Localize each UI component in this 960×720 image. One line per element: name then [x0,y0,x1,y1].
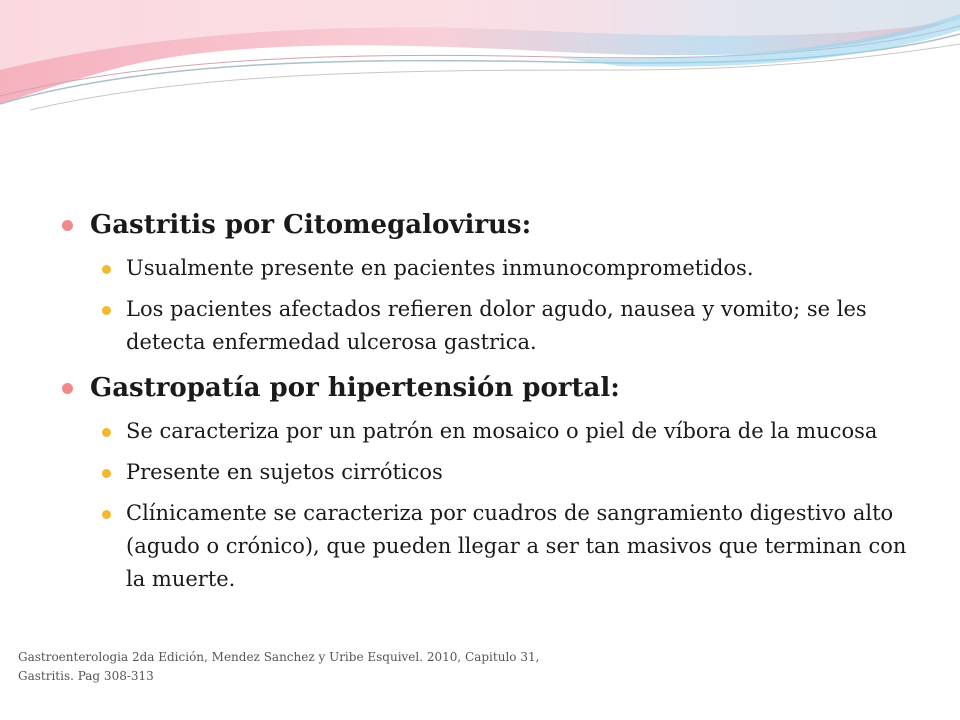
bullet-title: Gastritis por Citomegalovirus: [90,210,532,240]
citation-footnote [18,648,618,686]
sub-bullet-dot-icon [102,428,111,437]
sub-bullet-text: Los pacientes afectados refieren dolor agudo, nausea y vomito; se les detecta enfermedad ulcerosa gastrica. [126,297,867,354]
citation-line: Gastroenterologia 2da Edición, Mendez Sanchez y Uribe Esquivel. 2010, Capitulo 31, [18,650,540,664]
bullet-gastropatia-portal [60,371,920,405]
sub-bullet-text: Usualmente presente en pacientes inmunocomprometidos. [126,256,754,280]
sub-bullet-text: Se caracteriza por un patrón en mosaico o piel de víbora de la mucosa [126,419,878,443]
sub-bullet-dot-icon [102,306,111,315]
sub-bullet-dot-icon [102,469,111,478]
sub-bullet [60,415,920,448]
sub-bullet [60,252,920,285]
sub-bullet-dot-icon [102,265,111,274]
bullet-dot-icon [62,383,73,394]
sub-bullet [60,456,920,489]
bullet-title: Gastropatía por hipertensión portal: [90,373,620,403]
sub-bullet-text: Presente en sujetos cirróticos [126,460,443,484]
header-wave-decoration [0,0,960,140]
slide-content [60,208,920,596]
sub-bullet [60,497,920,596]
bullet-gastritis-cmv [60,208,920,242]
sub-bullet [60,293,920,359]
bullet-dot-icon [62,220,73,231]
sub-bullet-dot-icon [102,510,111,519]
sub-bullet-text: Clínicamente se caracteriza por cuadros de sangramiento digestivo alto (agudo o crónico), que pueden llegar a ser tan masivos que terminan con la muerte. [126,501,907,591]
citation-line: Gastritis. Pag 308-313 [18,669,154,683]
